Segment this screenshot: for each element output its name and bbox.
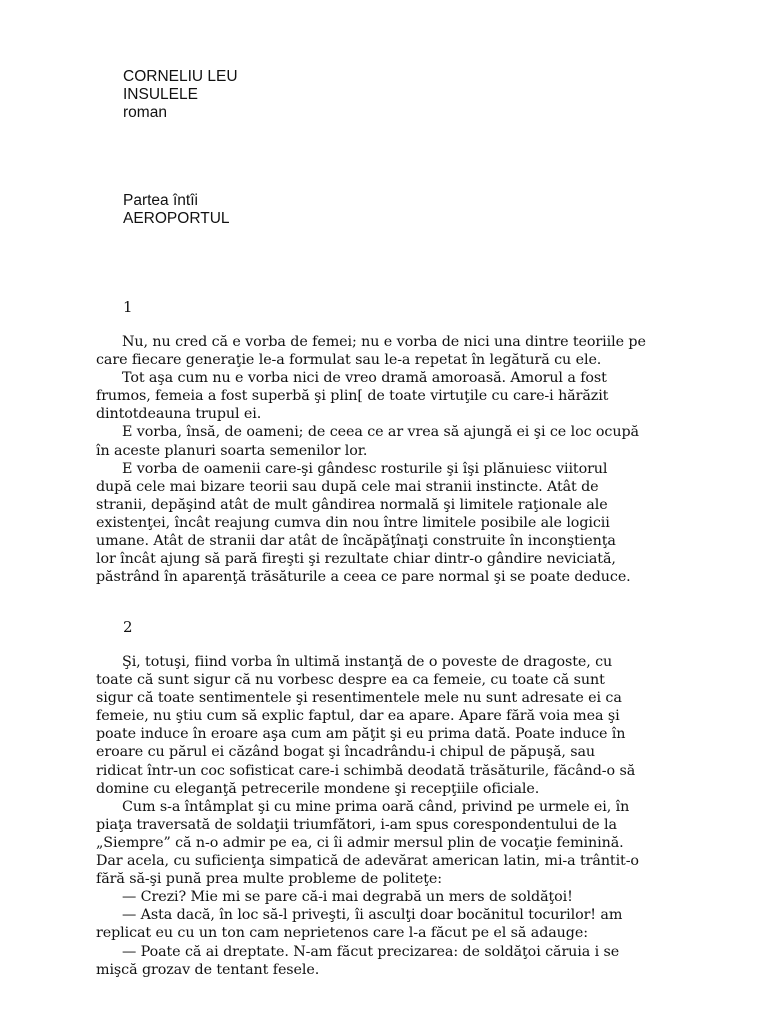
book-genre: roman bbox=[123, 104, 167, 121]
text-line: — Asta dacă, în loc să-l priveşti, îi asculţi doar bocănitul tocurilor! am bbox=[122, 907, 623, 924]
text-line: Cum s-a întâmplat şi cu mine prima oară când, privind pe urmele ei, în bbox=[122, 798, 630, 815]
text-line: „Siempre” că n-o admir pe ea, ci îi admir mersul plin de vocaţie feminină. bbox=[96, 834, 624, 851]
section-number: 1 bbox=[123, 298, 133, 316]
text-line: Dar acela, cu suficienţa simpatică de adevărat american latin, mi-a trântit-o bbox=[96, 853, 639, 870]
text-line: care fiecare generaţie le-a formulat sau le-a repetat în legătură cu ele. bbox=[96, 352, 602, 369]
author-name: CORNELIU LEU bbox=[123, 68, 238, 85]
section-number: 2 bbox=[123, 618, 133, 636]
text-line: femeie, nu ştiu cum să explic faptul, dar ea apare. Apare fără voia mea şi bbox=[96, 708, 620, 725]
text-line: după cele mai bizare teorii sau după cele mai stranii instincte. Atât de bbox=[96, 478, 599, 495]
text-line: în aceste planuri soarta semenilor lor. bbox=[96, 442, 368, 459]
text-line: — Crezi? Mie mi se pare că-i mai degrabă un mers de soldăţoi! bbox=[122, 889, 573, 906]
text-line: mişcă grozav de tentant fesele. bbox=[96, 961, 320, 978]
text-line: — Poate că ai dreptate. N-am făcut precizarea: de soldăţoi căruia i se bbox=[122, 943, 620, 960]
text-line: sigur că toate sentimentele şi resentimentele mele nu sunt adresate ei ca bbox=[96, 690, 622, 707]
text-line: existenţei, încât reajung cumva din nou între limitele posibile ale logicii bbox=[96, 514, 610, 531]
text-line: stranii, depăşind atât de mult gândirea normală şi limitele raţionale ale bbox=[96, 496, 608, 513]
text-line: păstrând în aparenţă trăsăturile a ceea ce pare normal şi se poate deduce. bbox=[96, 569, 631, 586]
text-line: frumos, femeia a fost superbă şi plin[ de toate virtuţile cu care-i hărăzit bbox=[96, 388, 609, 405]
text-line: ridicat într-un coc sofisticat care-i schimbă deodată trăsăturile, făcând-o să bbox=[96, 762, 636, 779]
text-line: Şi, totuşi, fiind vorba în ultimă instanţă de o poveste de dragoste, cu bbox=[122, 654, 613, 670]
section-body bbox=[96, 333, 678, 586]
text-line: piaţa traversată de soldaţii triumfători, i-am spus corespondentului de la bbox=[96, 816, 617, 833]
section-body bbox=[96, 653, 678, 979]
text-line: dintotdeauna trupul ei. bbox=[96, 406, 262, 423]
text-line: poate induce în eroare aşa cum am păţit şi eu prima dată. Poate induce în bbox=[96, 726, 626, 743]
text-line: toate că sunt sigur că nu vorbesc despre ea ca femeie, cu toate că sunt bbox=[96, 672, 605, 689]
text-line: fără să-şi pună prea multe probleme de politeţe: bbox=[96, 871, 442, 888]
book-header bbox=[123, 68, 238, 122]
text-line: E vorba de oamenii care-şi gândesc rosturile şi îşi plănuiesc viitorul bbox=[122, 460, 608, 477]
book-title: INSULELE bbox=[123, 86, 198, 103]
text-line: eroare cu părul ei căzând bogat şi încadrându-i chipul de păpuşă, sau bbox=[96, 744, 596, 761]
text-line: Tot aşa cum nu e vorba nici de vreo dramă amoroasă. Amorul a fost bbox=[122, 370, 607, 387]
part-name: AEROPORTUL bbox=[123, 210, 230, 227]
part-heading bbox=[123, 192, 230, 228]
text-line: umane. Atât de stranii dar atât de încăpăţînaţi construite în inconştienţa bbox=[96, 533, 616, 550]
text-line: E vorba, însă, de oameni; de ceea ce ar vrea să ajungă ei şi ce loc ocupă bbox=[122, 424, 639, 441]
text-line: domine cu eleganţă petrecerile mondene şi recepţiile oficiale. bbox=[96, 780, 540, 797]
text-line: Nu, nu cred că e vorba de femei; nu e vorba de nici una dintre teoriile pe bbox=[122, 334, 646, 350]
text-line: replicat eu cu un ton cam neprietenos care l-a făcut pe el să adauge: bbox=[96, 925, 588, 942]
part-label: Partea întîi bbox=[123, 192, 198, 209]
text-line: lor încât ajung să pară fireşti şi rezultate chiar dintr-o gândire neviciată, bbox=[96, 551, 616, 568]
